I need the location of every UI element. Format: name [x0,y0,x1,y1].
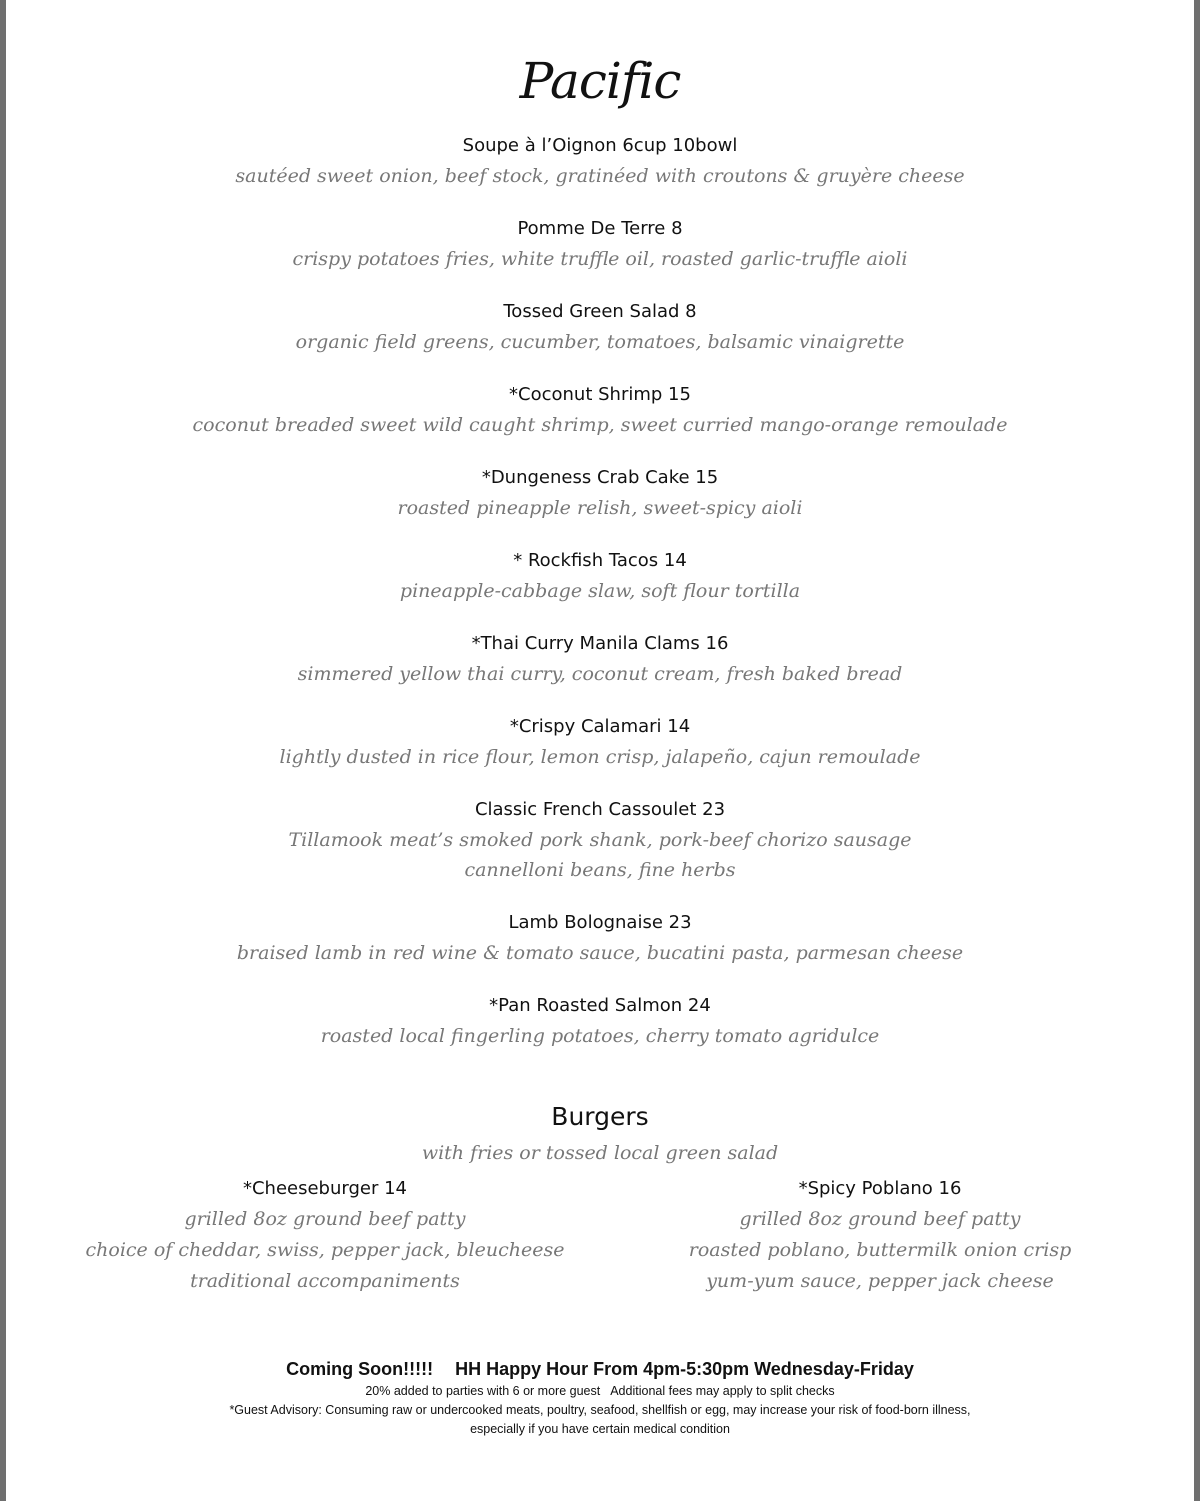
menu-item [0,297,1200,357]
restaurant-logo: Pacific [519,52,681,110]
menu-item [0,991,1200,1051]
menu-item-name: Classic French Cassoulet 23 [474,799,726,820]
burger-item [650,1174,1110,1297]
burger-description: grilled 8oz ground beef patty [739,1208,1021,1230]
menu-item-description: lightly dusted in rice flour, lemon crisp, jalapeño, cajun remoulade [279,746,921,768]
menu-item-name: *Dungeness Crab Cake 15 [481,467,719,488]
menu-item-name: Tossed Green Salad 8 [503,301,697,322]
menu-item [0,546,1200,606]
menu-item [0,795,1200,885]
menu-item-description: organic field greens, cucumber, tomatoes, balsamic vinaigrette [295,331,905,353]
fees-line [0,1382,1200,1401]
menu-item-name: Lamb Bolognaise 23 [508,912,692,933]
split-fee-text: Additional fees may apply to split checks [610,1384,835,1398]
menu-item [0,908,1200,968]
guest-advisory-line-2: especially if you have certain medical condition [470,1422,730,1436]
menu-item [0,214,1200,274]
menu-item-name: Soupe à l’Oignon 6cup 10bowl [462,135,738,156]
burger-name: *Cheeseburger 14 [242,1178,408,1199]
menu-item-description: braised lamb in red wine & tomato sauce, bucatini pasta, parmesan cheese [236,942,964,964]
burger-description: yum-yum sauce, pepper jack cheese [706,1270,1054,1292]
menu-item-description: crispy potatoes fries, white truffle oil, roasted garlic-truffle aioli [292,248,908,270]
menu-items-list [0,131,1200,1074]
burger-item [70,1174,580,1297]
burgers-section-subtitle: with fries or tossed local green salad [421,1142,779,1164]
menu-item-description: roasted pineapple relish, sweet-spicy aioli [397,497,803,519]
menu-item-name: * Rockfish Tacos 14 [513,550,687,571]
menu-item-description: roasted local fingerling potatoes, cherry tomato agridulce [320,1025,880,1047]
menu-item [0,380,1200,440]
guest-advisory-line-1: *Guest Advisory: Consuming raw or undercooked meats, poultry, seafood, shellfish or egg, may increase your risk of food-born illness, [229,1403,971,1417]
menu-footer [0,1356,1200,1439]
menu-item [0,712,1200,772]
burger-name: *Spicy Poblano 16 [798,1178,962,1199]
burger-description: traditional accompaniments [190,1270,460,1292]
menu-item-name: *Pan Roasted Salmon 24 [489,995,711,1016]
happy-hour-text: HH Happy Hour From 4pm-5:30pm Wednesday-Friday [455,1359,914,1379]
burger-description: roasted poblano, buttermilk onion crisp [688,1239,1072,1261]
menu-item-description: sautéed sweet onion, beef stock, gratinéed with croutons & gruyère cheese [235,165,965,187]
menu-item-description: simmered yellow thai curry, coconut cream, fresh baked bread [297,663,903,685]
menu-item-description: cannelloni beans, fine herbs [464,859,736,881]
menu-item-description: coconut breaded sweet wild caught shrimp, sweet curried mango-orange remoulade [192,414,1008,436]
burger-description: choice of cheddar, swiss, pepper jack, bleucheese [85,1239,565,1261]
menu-item [0,629,1200,689]
menu-item-name: *Coconut Shrimp 15 [509,384,691,405]
menu-item-description: Tillamook meat’s smoked pork shank, pork-beef chorizo sausage [288,829,912,851]
menu-item-description: pineapple-cabbage slaw, soft flour tortilla [399,580,801,602]
menu-item [0,463,1200,523]
party-fee-text: 20% added to parties with 6 or more guest [365,1384,601,1398]
menu-item-name: *Crispy Calamari 14 [509,716,691,737]
menu-item-name: *Thai Curry Manila Clams 16 [471,633,729,654]
burgers-section-title: Burgers [551,1102,649,1131]
burger-description: grilled 8oz ground beef patty [184,1208,466,1230]
announcement-line [0,1356,1200,1382]
menu-item-name: Pomme De Terre 8 [517,218,683,239]
coming-soon-text: Coming Soon!!!!! [286,1359,434,1379]
menu-item [0,131,1200,191]
